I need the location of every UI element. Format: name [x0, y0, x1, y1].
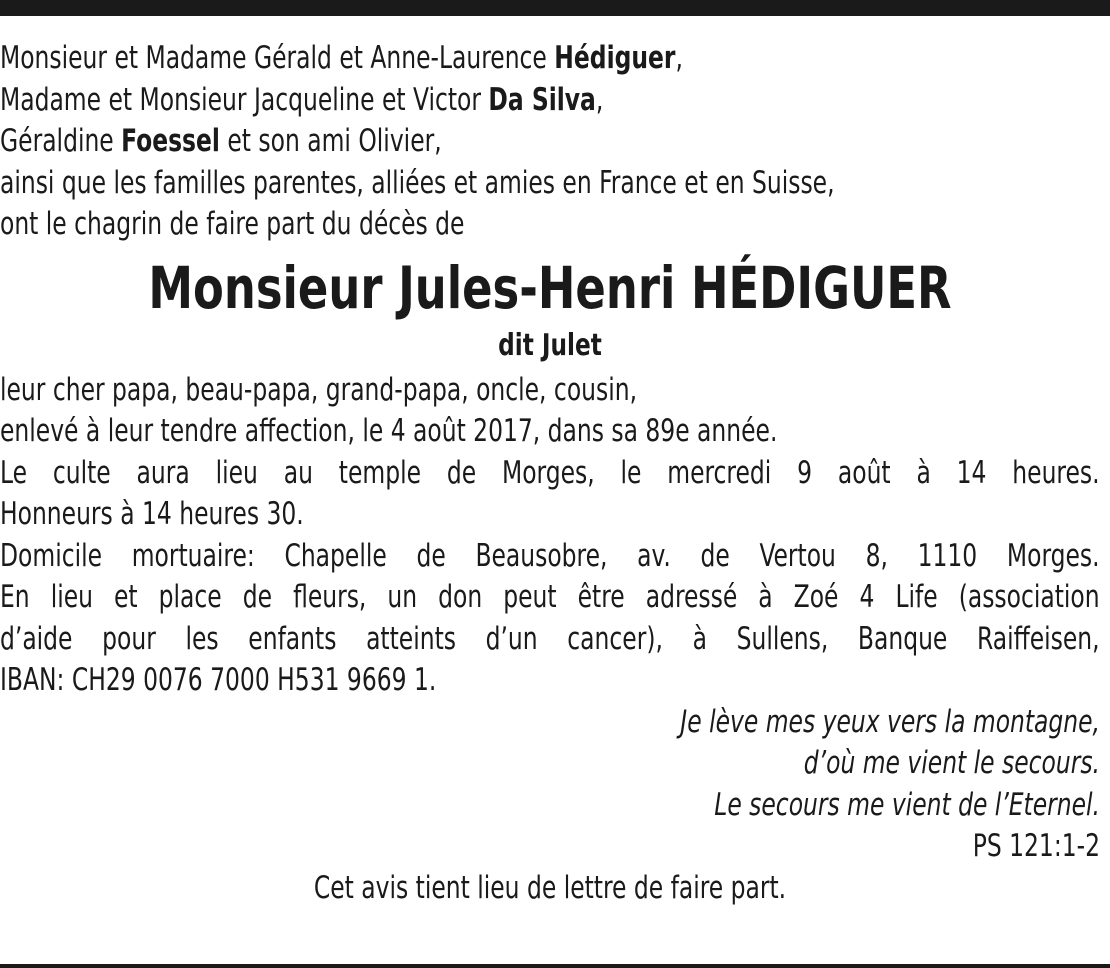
closing-note: Cet avis tient lieu de lettre de faire part.	[313, 869, 787, 906]
deceased-nickname: dit Julet	[498, 327, 602, 363]
deceased-name: Monsieur Jules-Henri HÉDIGUER	[148, 253, 952, 322]
family-text: Géraldine	[0, 123, 122, 159]
family-surname: Da Silva	[488, 81, 596, 118]
verse-reference: PS 121:1-2	[972, 828, 1100, 864]
body-line: d’aide pour les enfants atteints d’un cancer), à Sullens, Banque Raiffeisen,	[0, 620, 1100, 657]
verse-line: Je lève mes yeux vers la montagne,	[680, 703, 1100, 740]
family-line-5: ont le chagrin de faire part du décès de	[0, 206, 465, 242]
bottom-border-rule	[0, 964, 1110, 968]
family-line-3	[0, 121, 924, 163]
family-text: et son ami Olivier,	[219, 123, 442, 159]
family-text: ,	[595, 81, 604, 118]
body-line: leur cher papa, beau-papa, grand-papa, oncle, cousin,	[0, 371, 638, 408]
death-notice	[0, 38, 1100, 909]
family-text: ,	[675, 40, 683, 76]
body-line: Domicile mortuaire: Chapelle de Beausobre, av. de Vertou 8, 1110 Morges.	[0, 537, 1100, 574]
family-line-4: ainsi que les familles parentes, alliées et amies en France et en Suisse,	[0, 164, 835, 201]
verse-line: Le secours me vient de l’Eternel.	[714, 786, 1100, 823]
family-line-2	[0, 80, 924, 122]
body-line: enlevé à leur tendre affection, le 4 août 2017, dans sa 89e année.	[0, 413, 778, 449]
family-line-1	[0, 38, 924, 80]
family-surname: Hédiguer	[554, 40, 676, 76]
top-border-rule	[0, 0, 1110, 16]
body-line: IBAN: CH29 0076 7000 H531 9669 1.	[0, 662, 437, 698]
family-text: Monsieur et Madame Gérald et Anne-Laurence	[0, 40, 555, 76]
body-line: En lieu et place de fleurs, un don peut être adressé à Zoé 4 Life (association	[0, 579, 1100, 615]
body-line: Honneurs à 14 heures 30.	[0, 496, 304, 532]
verse-line: d’où me vient le secours.	[803, 745, 1100, 781]
family-text: Madame et Monsieur Jacqueline et Victor	[0, 81, 489, 118]
body-line: Le culte aura lieu au temple de Morges, le mercredi 9 août à 14 heures.	[0, 454, 1100, 491]
family-surname: Foessel	[121, 123, 220, 159]
